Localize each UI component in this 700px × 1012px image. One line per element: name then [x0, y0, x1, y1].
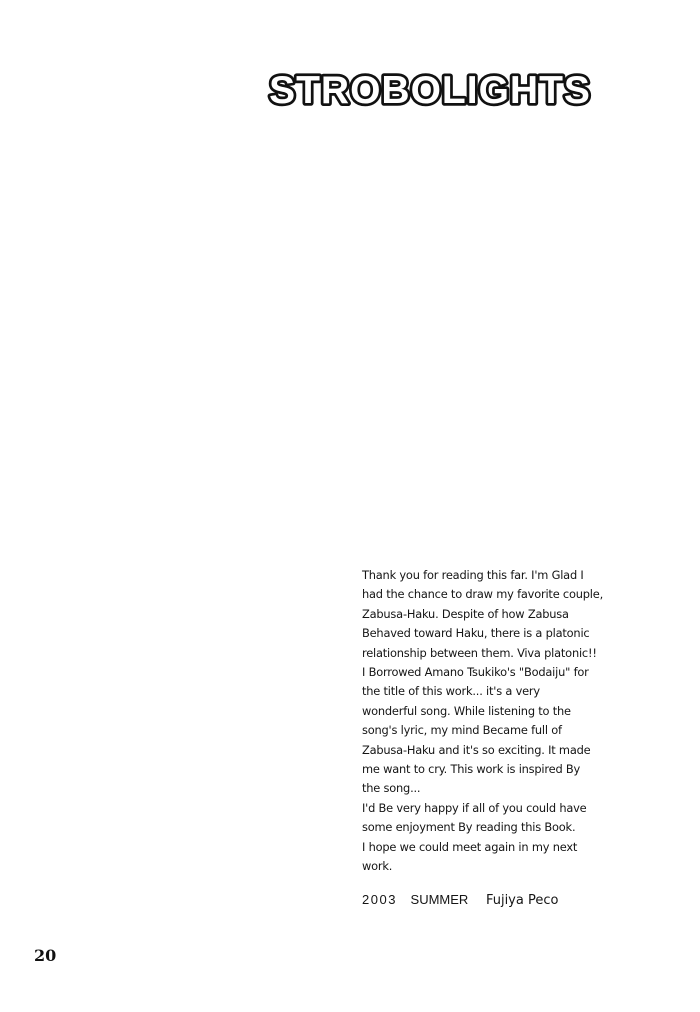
afterword-line: song's lyric, my mind Became full of — [362, 723, 562, 738]
page-number: 20 — [34, 946, 57, 965]
afterword-line: I'd Be very happy if all of you could have — [362, 800, 587, 815]
afterword-text — [362, 566, 662, 877]
afterword-line: Zabusa-Haku. Despite of how Zabusa — [362, 606, 569, 621]
title-text-outline: STROBOLIGHTS — [269, 69, 591, 112]
afterword-line: Behaved toward Haku, there is a platonic — [362, 626, 590, 641]
afterword-line: Thank you for reading this far. I'm Glad I — [362, 568, 584, 582]
afterword-line: me want to cry. This work is inspired By — [362, 762, 581, 777]
afterword-line: wonderful song. While listening to the — [362, 703, 571, 718]
title-heading — [205, 60, 655, 120]
signature-year: 2003 — [362, 892, 397, 907]
afterword-line: work. — [362, 859, 393, 874]
signature-author: Fujiya Peco — [485, 893, 559, 908]
afterword-line: Zabusa-Haku and it's so exciting. It made — [362, 742, 591, 757]
afterword-line: some enjoyment By reading this Book. — [362, 820, 576, 835]
afterword-line: the title of this work... it's a very — [362, 684, 540, 699]
signature — [362, 892, 558, 908]
afterword-line: had the chance to draw my favorite couple, — [362, 587, 603, 602]
afterword-line: the song... — [362, 781, 421, 796]
afterword-line: relationship between them. Viva platonic!! — [362, 645, 597, 660]
afterword-line: I hope we could meet again in my next — [362, 839, 578, 854]
signature-season: SUMMER — [410, 892, 469, 907]
afterword-line: I Borrowed Amano Tsukiko's "Bodaiju" for — [362, 665, 589, 680]
